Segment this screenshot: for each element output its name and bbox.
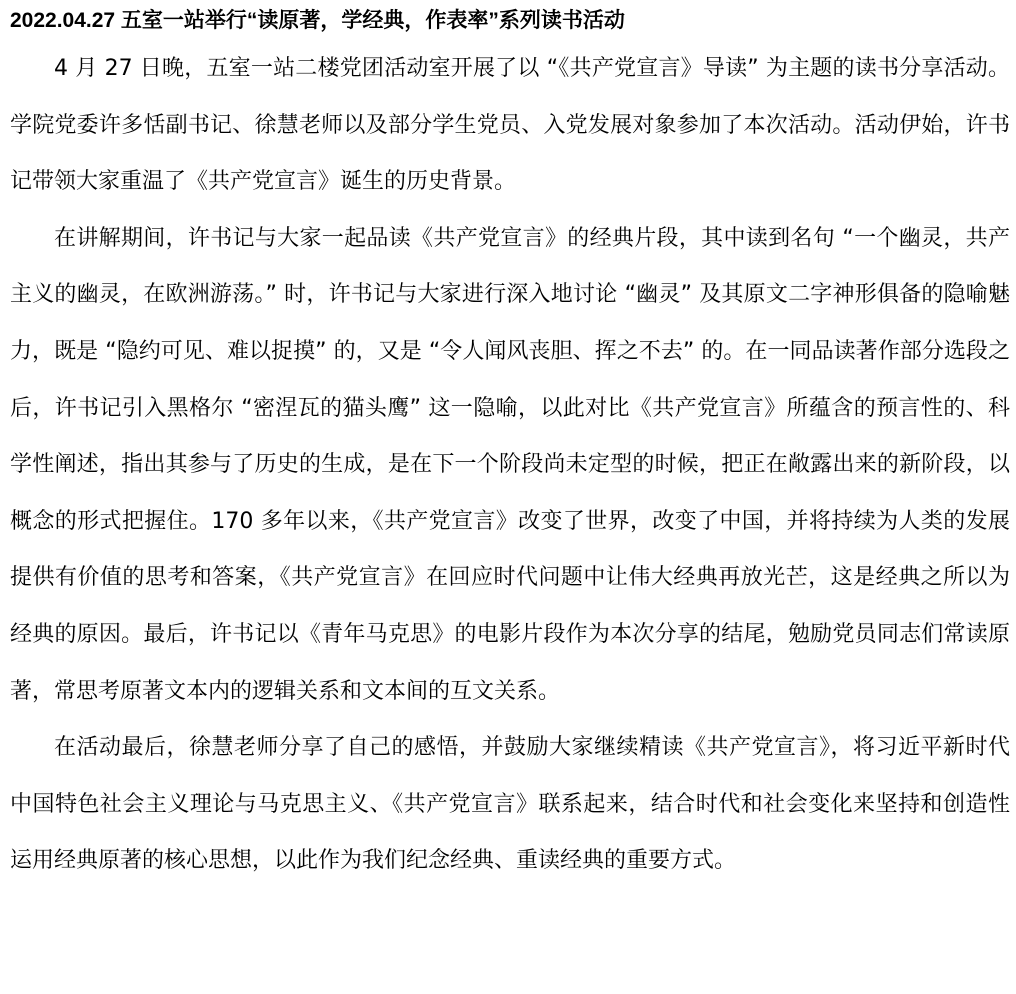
document-title: 2022.04.27 五室一站举行“读原著，学经典，作表率”系列读书活动	[10, 9, 625, 32]
paragraph-conclusion: 在活动最后，徐慧老师分享了自己的感悟，并鼓励大家继续精读《共产党宣言》，将习近平新时代中国特色社会主义理论与马克思主义、《共产党宣言》联系起来，结合时代和社会变化来坚持和创造性运用经典原著的核心思想，以此作为我们纪念经典、重读经典的重要方式。	[10, 735, 1010, 874]
paragraph-discussion: 在讲解期间，许书记与大家一起品读《共产党宣言》的经典片段，其中读到名句 “一个幽灵，共产主义的幽灵，在欧洲游荡。” 时，许书记与大家进行深入地讨论 “幽灵” 及其原文二字神形俱备的隐喻魅力，既是 “隐约可见、难以捉摸” 的，又是 “令人闻风丧胆、挥之不去” 的。在一同品读著作部分选段之后，许书记引入黑格尔 “密涅瓦的猫头鹰” 这一隐喻，以此对比《共产党宣言》所蕴含的预言性的、科学性阐述，指出其参与了历史的生成，是在下一个阶段尚未定型的时候，把正在敞露出来的新阶段，以概念的形式把握住。170 多年以来，《共产党宣言》改变了世界，改变了中国，并将持续为人类的发展提供有价值的思考和答案，《共产党宣言》在回应时代问题中让伟大经典再放光芒，这是经典之所以为经典的原因。最后，许书记以《青年马克思》的电影片段作为本次分享的结尾，勉励党员同志们常读原著，常思考原著文本内的逻辑关系和文本间的互文关系。	[10, 225, 1010, 704]
paragraph-intro: 4 月 27 日晚，五室一站二楼党团活动室开展了以 “《共产党宣言》导读” 为主题的读书分享活动。学院党委许多恬副书记、徐慧老师以及部分学生党员、入党发展对象参加了本次活动。活动伊始，许书记带领大家重温了《共产党宣言》诞生的历史背景。	[10, 56, 1010, 195]
